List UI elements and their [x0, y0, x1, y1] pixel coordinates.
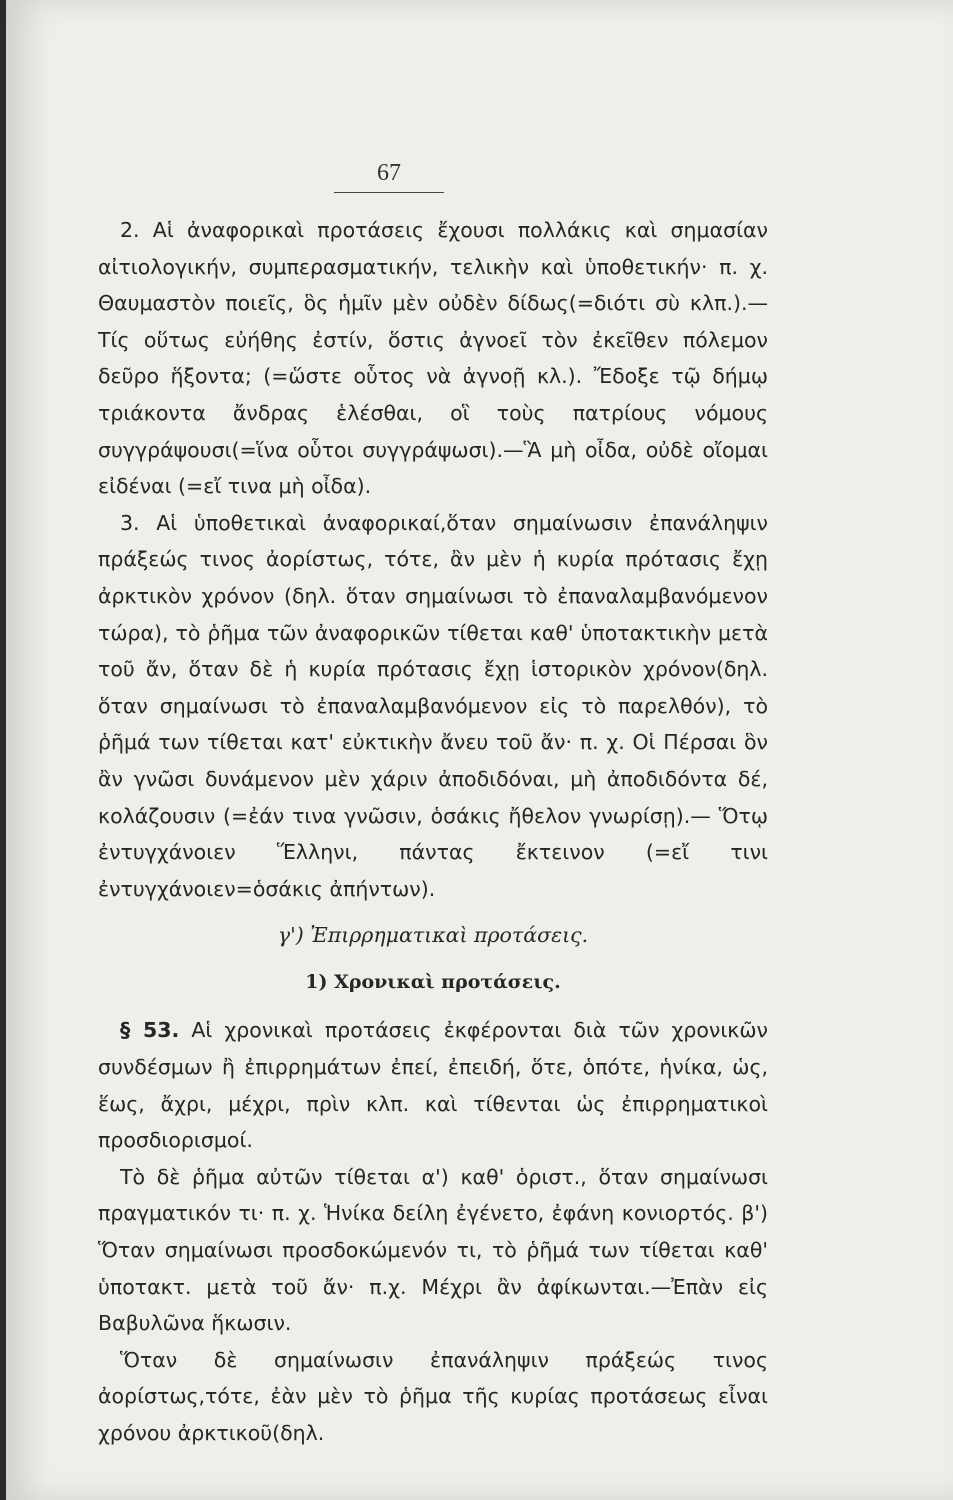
- page-number-rule: [334, 192, 444, 193]
- subsection-heading: 1) Χρονικαὶ προτάσεις.: [305, 970, 561, 993]
- page-number: 67: [377, 160, 401, 186]
- paragraph-relative-causal: 2. Αἱ ἀναφορικαὶ προτάσεις ἔχουσι πολλάκις καὶ σημασίαν αἰτιολογικήν, συμπερασματικήν, τελικὴν καὶ ὑποθετικήν· π. χ. Θαυμαστὸν ποιεῖς, ὃς ἡμῖν μὲν οὐδὲν δίδως(=διότι σὺ κλπ.).— Τίς οὕτως εὐήθης ἐστίν, ὅστις ἀγνοεῖ τὸν ἐκεῖθεν πόλεμον δεῦρο ἥξοντα; (=ὥστε οὗτος νὰ ἀγνοῇ κλ.). Ἔδοξε τῷ δήμῳ τριάκοντα ἄνδρας ἑλέσθαι, οἳ τοὺς πατρίους νόμους συγγράψουσι(=ἵνα οὗτοι συγγράψωσι).—Ἃ μὴ οἶδα, οὐδὲ οἴομαι εἰδέναι (=εἴ τινα μὴ οἶδα).: [98, 218, 768, 499]
- section-53-text: Αἱ χρονικαὶ προτάσεις ἐκφέρονται διὰ τῶν χρονικῶν συνδέσμων ἢ ἐπιρρημάτων ἐπεί, ἐπειδή, ὅτε, ὁπότε, ἡνίκα, ὡς, ἕως, ἄχρι, μέχρι, πρὶν κλπ. καὶ τίθενται ὡς ἐπιρρηματικοὶ προσδιορισμοί.: [98, 1018, 768, 1153]
- paragraph-repetition: Ὅταν δὲ σημαίνωσιν ἐπανάληψιν πράξεώς τινος ἀορίστως,τότε, ἐὰν μὲν τὸ ῥῆμα τῆς κυρίας προτάσεως εἶναι χρόνου ἀρκτικοῦ(δηλ.: [98, 1347, 768, 1445]
- page-text: [98, 212, 768, 1452]
- paragraph-verb-moods: Τὸ δὲ ῥῆμα αὐτῶν τίθεται α') καθ' ὁριστ., ὅταν σημαίνωσι πραγματικόν τι· π. χ. Ἡνίκα δείλη ἐγένετο, ἐφάνη κονιορτός. β') Ὅταν σημαίνωσι προσδοκώμενόν τι, τὸ ῥῆμά των τίθεται καθ' ὑποτακτ. μετὰ τοῦ ἄν· π.χ. Μέχρι ἂν ἀφίκωνται.—Ἐπὰν εἰς Βαβυλῶνα ἥκωσιν.: [98, 1164, 768, 1336]
- paragraph-section-53: [98, 1012, 768, 1158]
- section-heading: γ') Ἐπιρρηματικαὶ προτάσεις.: [277, 923, 589, 948]
- paragraph-relative-conditional: 3. Αἱ ὑποθετικαὶ ἀναφορικαί,ὅταν σημαίνωσιν ἐπανάληψιν πράξεώς τινος ἀορίστως, τότε, ἂν μὲν ἡ κυρία πρότασις ἔχῃ ἀρκτικὸν χρόνον (δηλ. ὅταν σημαίνωσι τὸ ἐπαναλαμβανόμενον τώρα), τὸ ῥῆμα τῶν ἀναφορικῶν τίθεται καθ' ὑποτακτικὴν μετὰ τοῦ ἄν, ὅταν δὲ ἡ κυρία πρότασις ἔχῃ ἱστορικὸν χρόνον(δηλ. ὅταν σημαίνωσι τὸ ἐπαναλαμβανόμενον εἰς τὸ παρελθόν), τὸ ῥῆμά των τίθεται κατ' εὐκτικὴν ἄνευ τοῦ ἄν· π. χ. Οἱ Πέρσαι ὃν ἂν γνῶσι δυνάμενον μὲν χάριν ἀποδιδόναι, μὴ ἀποδιδόντα δέ, κολάζουσιν (=ἐάν τινα γνῶσιν, ὁσάκις ἤθελον γνωρίσῃ).— Ὅτῳ ἐντυγχάνοιεν Ἕλληνι, πάντας ἔκτεινον (=εἴ τινι ἐντυγχάνοιεν=ὁσάκις ἀπήντων).: [98, 510, 768, 901]
- book-page: [6, 0, 953, 1500]
- section-mark: § 53.: [120, 1018, 180, 1043]
